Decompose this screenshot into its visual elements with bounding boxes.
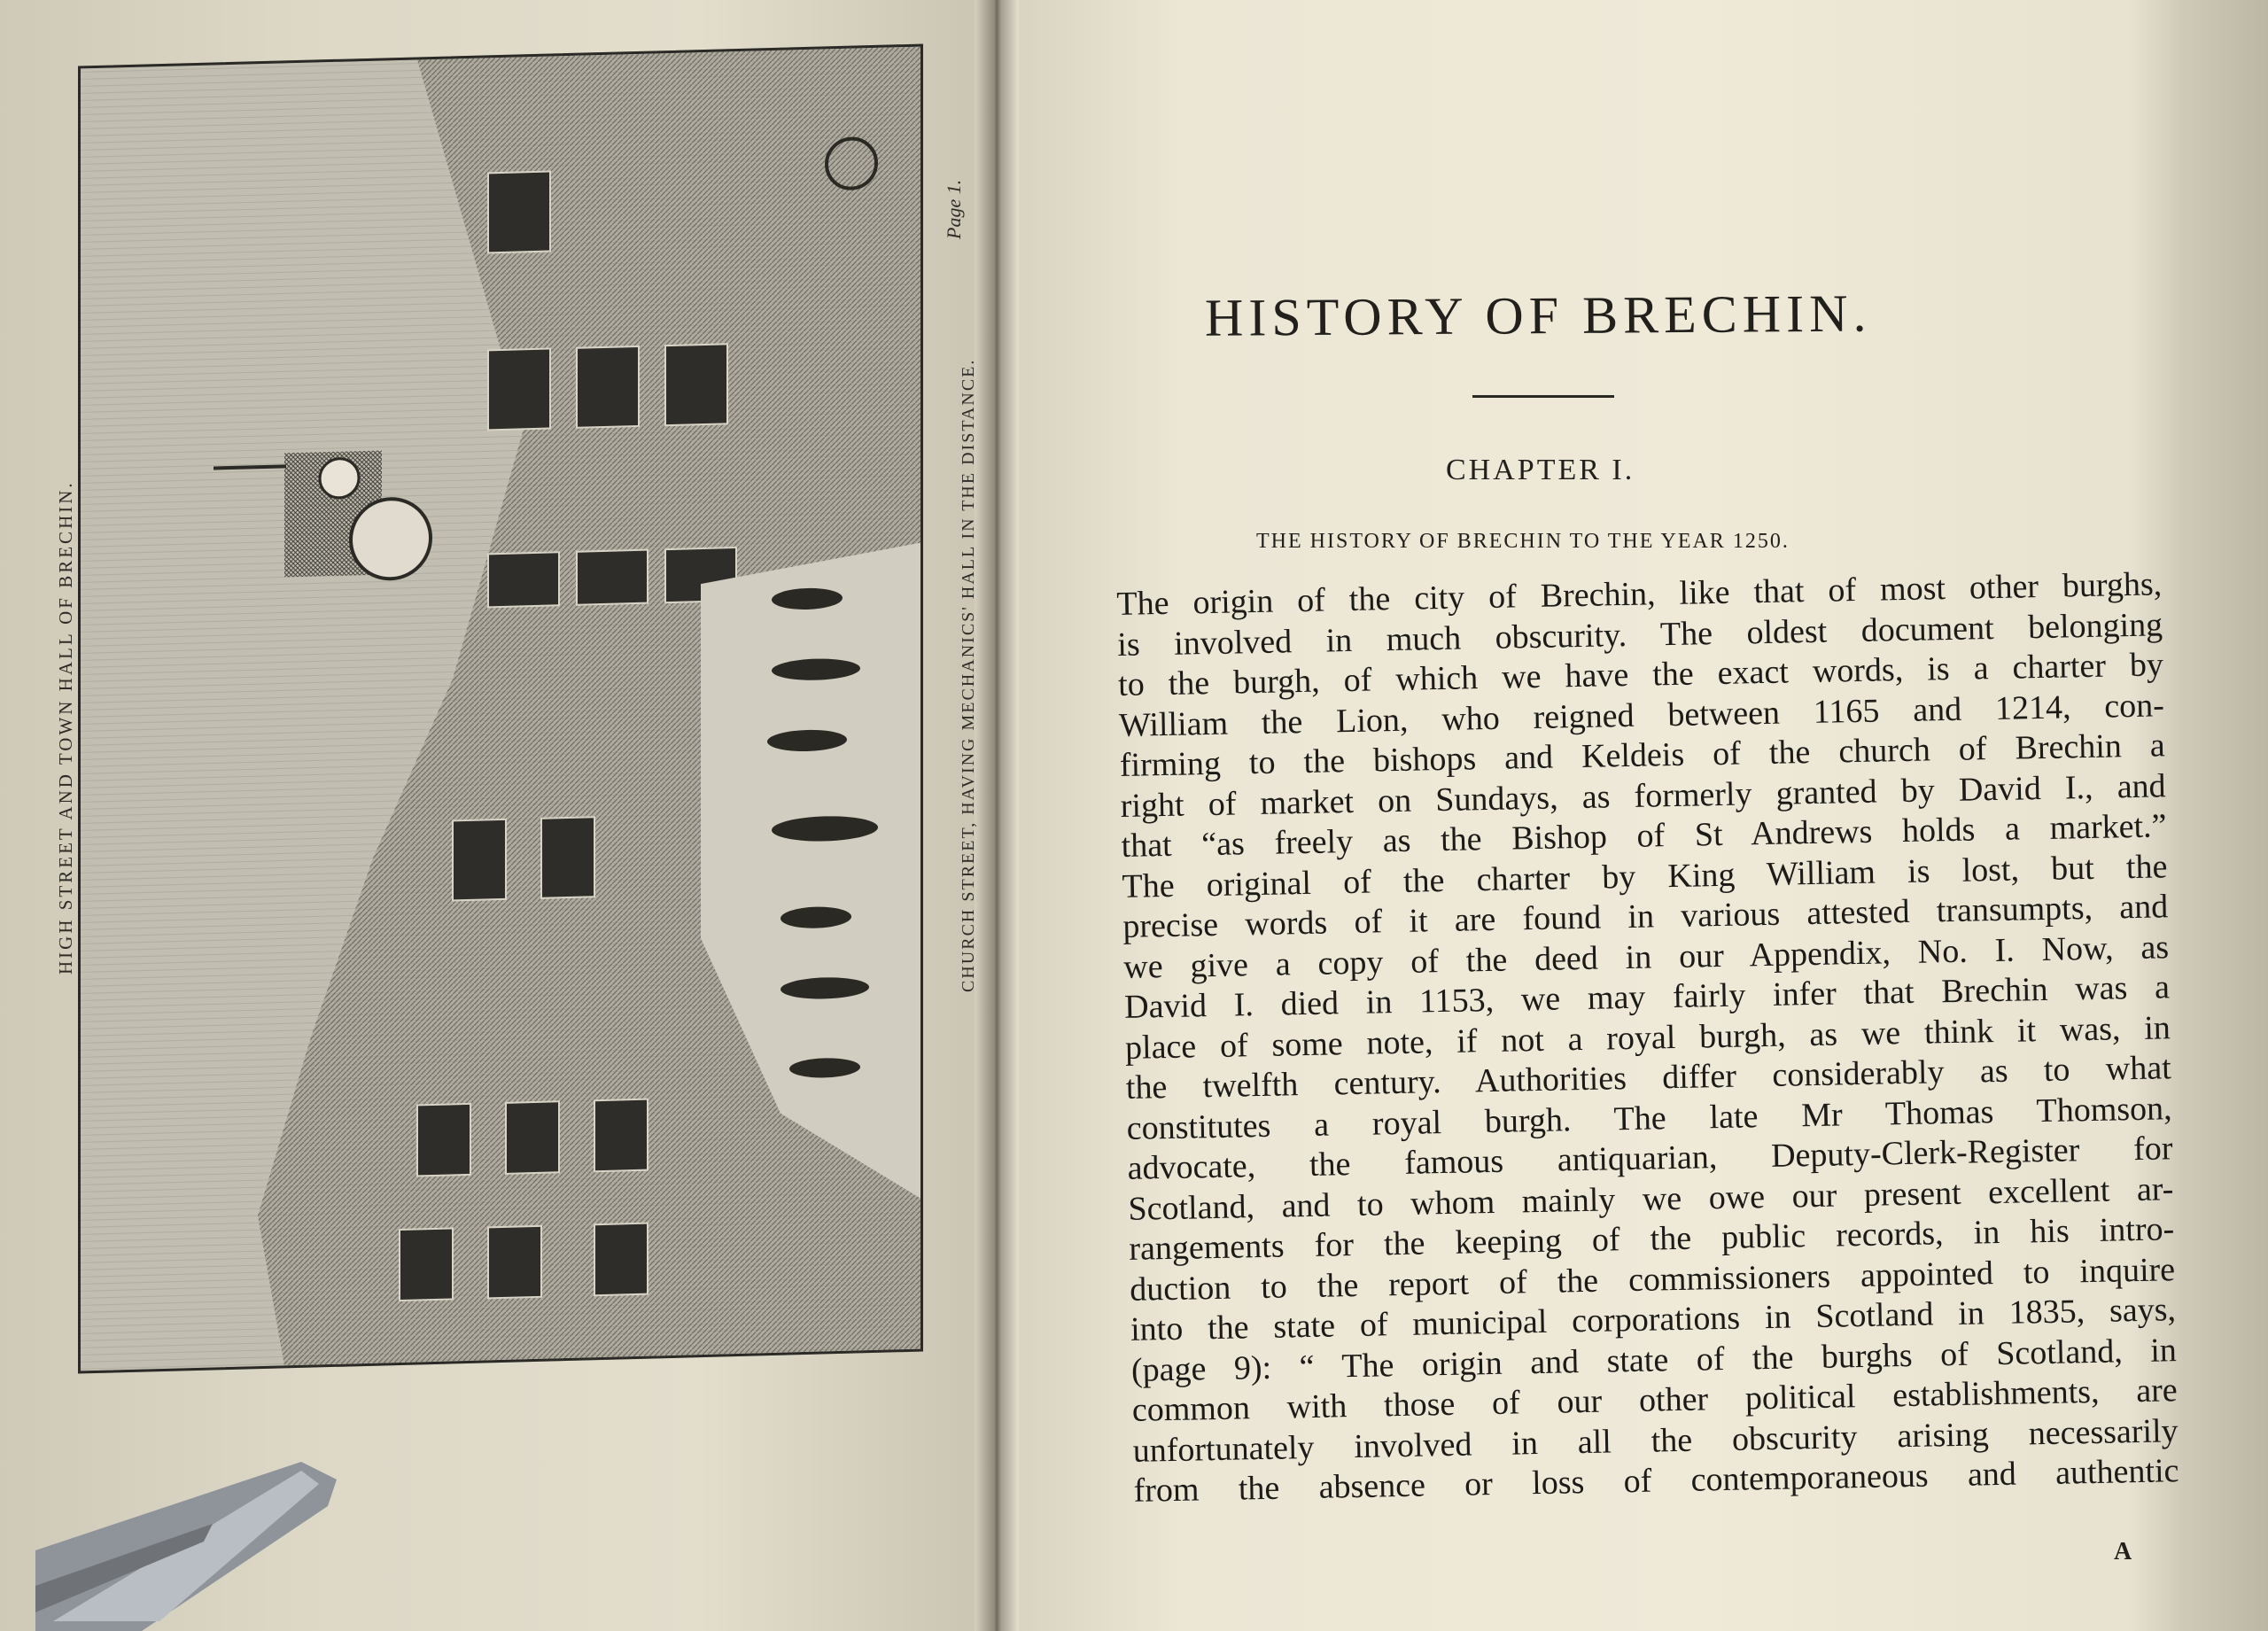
- engraving-illustration: [78, 44, 923, 1374]
- illustration-caption-bottom: CHURCH STREET, HAVING MECHANICS' HALL IN THE DISTANCE.: [959, 358, 978, 992]
- text-line: common with those of our other political establishments, are: [1131, 1371, 2179, 1429]
- text-line: advocate, the famous antiquarian, Deputy-Clerk-Register for: [1127, 1130, 2173, 1187]
- text-line: constitutes a royal burgh. The late Mr Thomas Thomson,: [1126, 1089, 2172, 1147]
- text-line: precise words of it are found in various attested transumpts, and: [1122, 888, 2169, 945]
- text-line: The original of the charter by King William is lost, but the: [1122, 847, 2168, 905]
- illustration-caption-top: HIGH STREET AND TOWN HALL OF BRECHIN.: [55, 480, 76, 975]
- chapter-heading: CHAPTER I.: [1446, 454, 1635, 486]
- text-line: we give a copy of the deed in our Appendix, No. I. Now, as: [1122, 928, 2170, 986]
- illustration-page-reference: Page 1.: [943, 179, 965, 239]
- body-text: [1116, 563, 2233, 1511]
- text-line: unfortunately involved in all the obscurity arising necessarily: [1132, 1411, 2179, 1470]
- text-line: that “as freely as the Bishop of St Andrews holds a market.”: [1121, 807, 2167, 865]
- text-line: William the Lion, who reigned between 1165 and 1214, con-: [1118, 686, 2165, 744]
- text-line: right of market on Sundays, as formerly granted by David I., and: [1120, 766, 2166, 825]
- text-line: place of some note, if not a royal burgh, as we think it was, in: [1124, 1008, 2171, 1067]
- title-rule: [1472, 395, 1614, 398]
- text-line: The origin of the city of Brechin, like that of most other burghs,: [1116, 565, 2163, 623]
- text-line: Scotland, and to whom mainly we owe our present excellent ar-: [1128, 1169, 2174, 1228]
- text-line: the twelfth century. Authorities differ considerably as to what: [1125, 1049, 2172, 1107]
- street-scene-drawing: [81, 47, 920, 1371]
- scissors-blade-icon: [35, 1444, 337, 1631]
- text-line: from the absence or loss of contemporaneous and authentic: [1133, 1452, 2179, 1510]
- text-line: David I. died in 1153, we may fairly infer that Brechin was a: [1123, 968, 2171, 1026]
- text-line: duction to the report of the commissioners appointed to inquire: [1129, 1250, 2176, 1309]
- text-line: firming to the bishops and Keldeis of the church of Brechin a: [1119, 726, 2166, 784]
- text-line: is involved in much obscurity. The oldest document belonging: [1116, 605, 2163, 664]
- text-line: into the state of municipal corporations in Scotland in 1835, says,: [1130, 1291, 2177, 1348]
- book-title: HISTORY OF BRECHIN.: [1204, 283, 1872, 347]
- text-line: to the burgh, of which we have the exact words, is a charter by: [1117, 646, 2164, 703]
- chapter-subtitle: THE HISTORY OF BRECHIN TO THE YEAR 1250.: [1256, 530, 1790, 553]
- signature-mark: A: [2114, 1538, 2132, 1565]
- book-gutter: [975, 0, 1019, 1631]
- text-line: (page 9): “ The origin and state of the burghs of Scotland, in: [1130, 1331, 2178, 1389]
- text-line: rangements for the keeping of the public records, in his intro-: [1128, 1210, 2175, 1268]
